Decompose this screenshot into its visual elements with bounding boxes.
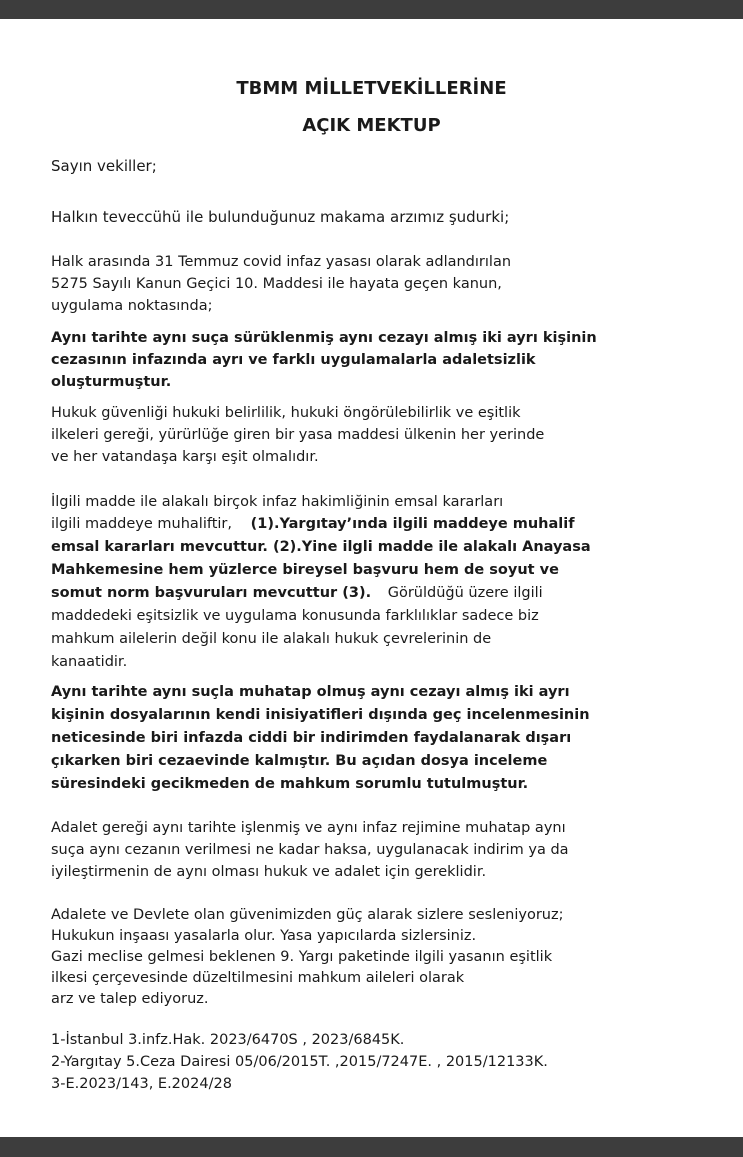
p6-line: iyileştirmenin de aynı olması hukuk ve adalet için gereklidir.: [51, 864, 487, 880]
reference-1: 1-İstanbul 3.infz.Hak. 2023/6470S , 2023/6845K.: [51, 1032, 405, 1048]
p1-line: 5275 Sayılı Kanun Geçici 10. Maddesi ile hayata geçen kanun,: [51, 276, 502, 292]
p1-line: Halk arasında 31 Temmuz covid infaz yasası olarak adlandırılan: [51, 254, 512, 270]
p7-line: Adalete ve Devlete olan güvenimizden güç alarak sizlere sesleniyoruz;: [51, 907, 564, 923]
p4-line: maddedeki eşitsizlik ve uygulama konusunda farklılıklar sadece biz: [51, 608, 539, 624]
p5-line: kişinin dosyalarının kendi inisiyatifleri dışında geç incelenmesinin: [51, 707, 590, 723]
p6-line: suça aynı cezanın verilmesi ne kadar haksa, uygulanacak indirim ya da: [51, 842, 569, 858]
p5-line: neticesinde biri infazda ciddi bir indirimden faydalanarak dışarı: [51, 730, 572, 746]
reference-2: 2-Yargıtay 5.Ceza Dairesi 05/06/2015T. ,2015/7247E. , 2015/12133K.: [51, 1054, 548, 1070]
p5-line: süresindeki gecikmeden de mahkum sorumlu tutulmuştur.: [51, 776, 529, 792]
p2-line: oluşturmuştur.: [51, 374, 172, 390]
p6-line: Adalet gereği aynı tarihte işlenmiş ve aynı infaz rejimine muhatap aynı: [51, 820, 566, 836]
p3-line: Hukuk güvenliği hukuki belirlilik, hukuki öngörülebilirlik ve eşitlik: [51, 405, 521, 421]
title-line-2: AÇIK MEKTUP: [302, 115, 441, 136]
p4-line-2-regular: ilgili maddeye muhaliftir,: [51, 516, 232, 532]
p2-line: Aynı tarihte aynı suça sürüklenmiş aynı cezayı almış iki ayrı kişinin: [51, 330, 597, 346]
p4-line-5: [51, 583, 543, 603]
p3-line: ilkeleri gereği, yürürlüğe giren bir yasa maddesi ülkenin her yerinde: [51, 427, 545, 443]
p1-line: uygulama noktasında;: [51, 298, 213, 314]
bottom-bar: [0, 1137, 743, 1157]
p7-line: Gazi meclise gelmesi beklenen 9. Yargı paketinde ilgili yasanın eşitlik: [51, 949, 553, 965]
p7-line: ilkesi çerçevesinde düzeltilmesini mahkum aileleri olarak: [51, 970, 465, 986]
letter-page: [0, 19, 743, 1137]
p4-line-5-regular: Görüldüğü üzere ilgili: [387, 585, 543, 601]
reference-3: 3-E.2023/143, E.2024/28: [51, 1076, 232, 1092]
intro-line: Halkın teveccühü ile bulunduğunuz makama arzımız şudurki;: [51, 208, 510, 226]
p4-line: İlgili madde ile alakalı birçok infaz hakimliğinin emsal kararları: [51, 494, 504, 510]
p5-line: Aynı tarihte aynı suçla muhatap olmuş aynı cezayı almış iki ayrı: [51, 684, 570, 700]
p4-line-2-bold: (1).Yargıtay’ında ilgili maddeye muhalif: [250, 516, 575, 532]
p7-line: arz ve talep ediyoruz.: [51, 991, 209, 1007]
p3-line: ve her vatandaşa karşı eşit olmalıdır.: [51, 449, 319, 465]
top-bar: [0, 0, 743, 19]
title-line-1: TBMM MİLLETVEKİLLERİNE: [236, 78, 507, 99]
p4-line: kanaatidir.: [51, 654, 128, 670]
p5-line: çıkarken biri cezaevinde kalmıştır. Bu açıdan dosya inceleme: [51, 753, 548, 769]
salutation: Sayın vekiller;: [51, 157, 157, 175]
p4-line-2: [51, 514, 575, 534]
p2-line: cezasının infazında ayrı ve farklı uygulamalarla adaletsizlik: [51, 352, 536, 368]
p4-line-5-bold: somut norm başvuruları mevcuttur (3).: [51, 585, 372, 601]
p7-line: Hukukun inşaası yasalarla olur. Yasa yapıcılarda sizlersiniz.: [51, 928, 477, 944]
p4-line: mahkum ailelerin değil konu ile alakalı hukuk çevrelerinin de: [51, 631, 492, 647]
p4-line: emsal kararları mevcuttur. (2).Yine ilgli madde ile alakalı Anayasa: [51, 539, 591, 555]
p4-line: Mahkemesine hem yüzlerce bireysel başvuru hem de soyut ve: [51, 562, 559, 578]
